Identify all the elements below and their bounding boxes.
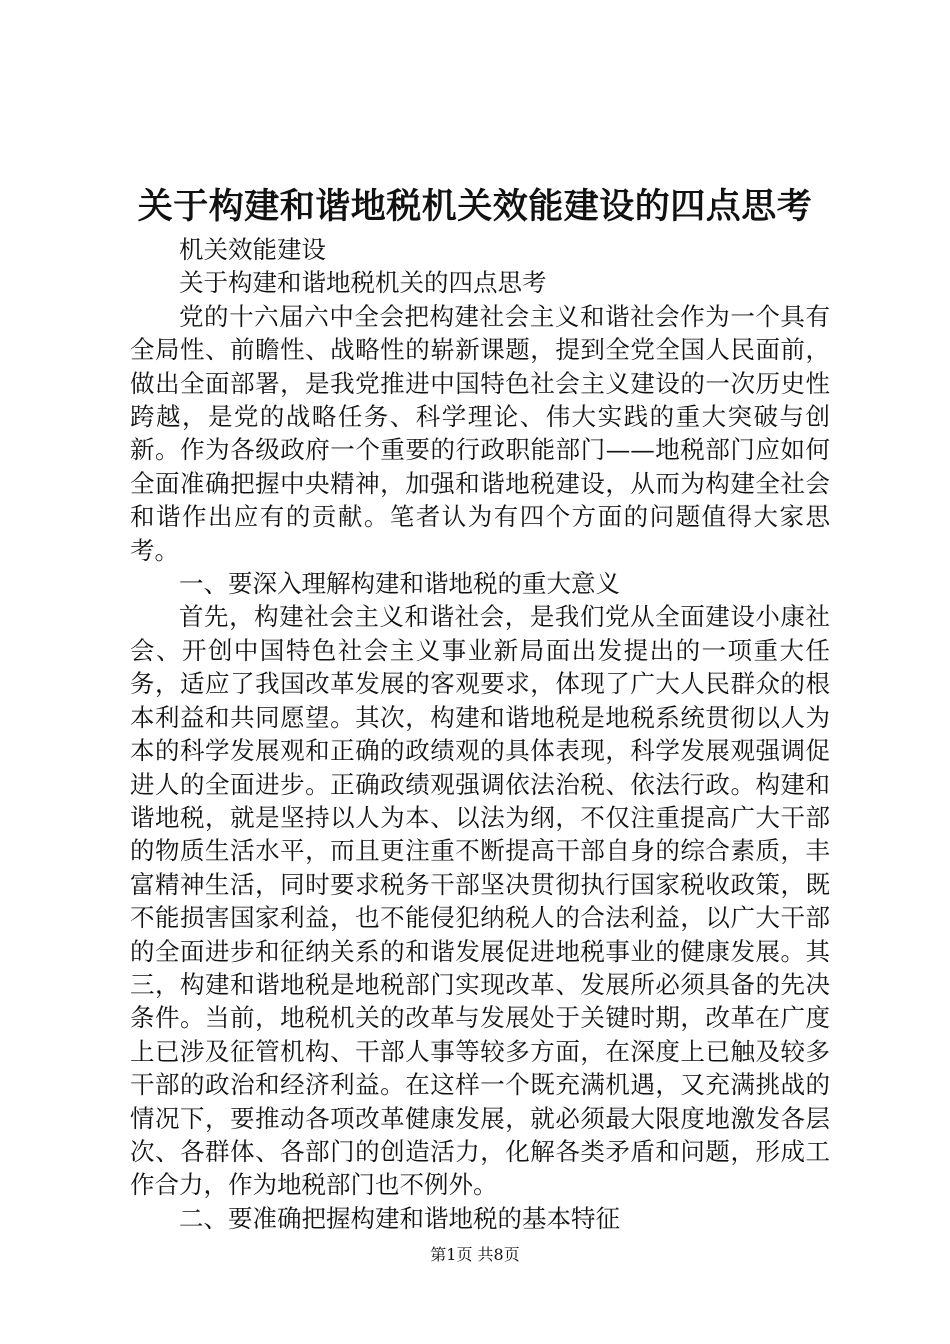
paragraph-intro: 党的十六届六中全会把构建社会主义和谐社会作为一个具有全局性、前瞻性、战略性的崭新课题，提到全党全国人民面前，做出全面部署，是我党推进中国特色社会主义建设的一次历史性跨越，是党的战略任务、科学理论、伟大实践的重大突破与创新。作为各级政府一个重要的行政职能部门——地税部门应如何全面准确把握中央精神，加强和谐地税建设，从而为构建全社会和谐作出应有的贡献。笔者认为有四个方面的问题值得大家思考。 xyxy=(130,301,830,565)
page-number-footer: 第1页 共8页 xyxy=(430,1245,520,1264)
document-body xyxy=(130,233,830,1235)
paragraph-section-1: 首先，构建社会主义和谐社会，是我们党从全面建设小康社会、开创中国特色社会主义事业新局面出发提出的一项重大任务，适应了我国改革发展的客观要求，体现了广大人民群众的根本利益和共同愿望。其次，构建和谐地税是地税系统贯彻以人为本的科学发展观和正确的政绩观的具体表现，科学发展观强调促进人的全面进步。正确政绩观强调依法治税、依法行政。构建和谐地税，就是坚持以人为本、以法为纲，不仅注重提高广大干部的物质生活水平，而且更注重不断提高干部自身的综合素质，丰富精神生活，同时要求税务干部坚决贯彻执行国家税收政策，既不能损害国家利益，也不能侵犯纳税人的合法利益，以广大干部的全面进步和征纳关系的和谐发展促进地税事业的健康发展。其三，构建和谐地税是地税部门实现改革、发展所必须具备的先决条件。当前，地税机关的改革与发展处于关键时期，改革在广度上已涉及征管机构、干部人事等较多方面，在深度上已触及较多干部的政治和经济利益。在这样一个既充满机遇，又充满挑战的情况下，要推动各项改革健康发展，就必须最大限度地激发各层次、各群体、各部门的创造活力，化解各类矛盾和问题，形成工作合力，作为地税部门也不例外。 xyxy=(130,602,830,1200)
paragraph-subject: 机关效能建设 xyxy=(179,235,326,264)
document-title: 关于构建和谐地税机关效能建设的四点思考 xyxy=(137,186,813,227)
paragraph-subtitle: 关于构建和谐地税机关的四点思考 xyxy=(179,268,547,298)
section-heading-1: 一、要深入理解构建和谐地税的重大意义 xyxy=(179,569,620,599)
section-heading-2: 二、要准确把握构建和谐地税的基本特征 xyxy=(179,1203,620,1233)
